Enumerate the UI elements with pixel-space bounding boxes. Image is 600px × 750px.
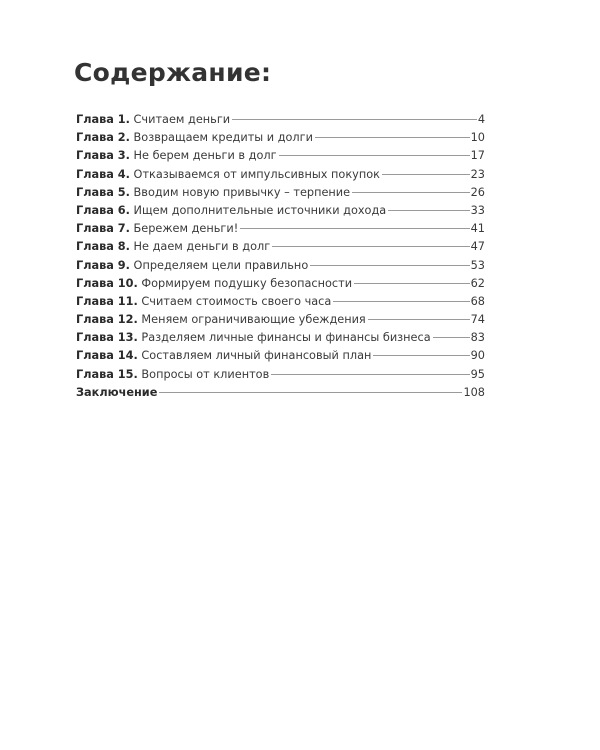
toc-entry-8 [76, 238, 485, 256]
toc-chapter-title: Составляем личный финансовый план [141, 349, 372, 363]
toc-leader-line [240, 228, 469, 229]
toc-entry-4 [76, 166, 485, 184]
toc-entry-15 [76, 366, 485, 384]
toc-entry-11 [76, 293, 485, 311]
toc-leader-line [354, 283, 470, 284]
toc-conclusion-title: Заключение [76, 385, 158, 399]
toc-chapter-title: Определяем цели правильно [133, 258, 309, 272]
toc-leader-line [310, 265, 469, 266]
toc-leader-line [232, 119, 477, 120]
toc-page-number: 95 [470, 367, 485, 381]
toc-entry-5 [76, 184, 485, 202]
toc-page-number: 62 [470, 276, 485, 290]
toc-leader-line [333, 301, 469, 302]
toc-chapter-title: Бережем деньги! [133, 222, 239, 236]
toc-chapter-number: Глава 9. [76, 258, 130, 272]
table-of-contents [76, 111, 485, 402]
toc-page-number: 53 [470, 258, 485, 272]
toc-entry-12 [76, 311, 485, 329]
toc-chapter-number: Глава 11. [76, 294, 138, 308]
toc-page-number: 68 [470, 294, 485, 308]
toc-chapter-title: Считаем деньги [133, 113, 231, 126]
toc-leader-line [271, 374, 469, 375]
toc-chapter-number: Глава 5. [76, 185, 130, 199]
toc-chapter-title: Ищем дополнительные источники дохода [133, 203, 387, 217]
toc-leader-line [272, 246, 469, 247]
toc-entry-9 [76, 257, 485, 275]
toc-chapter-title: Разделяем личные финансы и финансы бизнеса [141, 331, 431, 345]
toc-page-number: 17 [470, 149, 485, 163]
toc-page-number: 47 [470, 240, 485, 254]
toc-chapter-title: Вопросы от клиентов [141, 367, 270, 381]
toc-chapter-number: Глава 12. [76, 313, 138, 327]
toc-entry-1 [76, 111, 485, 129]
toc-chapter-number: Глава 1. [76, 113, 130, 126]
toc-chapter-number: Глава 8. [76, 240, 130, 254]
toc-chapter-number: Глава 15. [76, 367, 138, 381]
toc-entry-10 [76, 275, 485, 293]
toc-leader-line [433, 337, 470, 338]
toc-chapter-number: Глава 14. [76, 349, 138, 363]
toc-leader-line [159, 392, 462, 393]
toc-chapter-number: Глава 13. [76, 331, 138, 345]
toc-chapter-title: Вводим новую привычку – терпение [133, 185, 351, 199]
toc-entry-3 [76, 147, 485, 165]
toc-leader-line [373, 355, 469, 356]
toc-leader-line [279, 155, 470, 156]
toc-page-number: 33 [470, 203, 485, 217]
toc-page-number: 4 [477, 113, 485, 126]
toc-chapter-number: Глава 4. [76, 167, 130, 181]
toc-chapter-title: Формируем подушку безопасности [141, 276, 353, 290]
toc-page-number: 26 [470, 185, 485, 199]
toc-entry-14 [76, 347, 485, 365]
toc-chapter-title: Отказываемся от импульсивных покупок [133, 167, 380, 181]
toc-page-number: 23 [470, 167, 485, 181]
toc-leader-line [315, 137, 470, 138]
toc-chapter-number: Глава 7. [76, 222, 130, 236]
toc-entry-7 [76, 220, 485, 238]
toc-entry-13 [76, 329, 485, 347]
toc-leader-line [388, 210, 469, 211]
toc-chapter-title: Не берем деньги в долг [133, 149, 277, 163]
toc-chapter-title: Считаем стоимость своего часа [141, 294, 332, 308]
toc-page-number: 10 [470, 131, 485, 145]
toc-chapter-title: Возвращаем кредиты и долги [133, 131, 313, 145]
toc-entry-2 [76, 129, 485, 147]
toc-leader-line [368, 319, 470, 320]
toc-page-number: 90 [470, 349, 485, 363]
page-title: Содержание: [74, 58, 272, 87]
toc-chapter-number: Глава 2. [76, 131, 130, 145]
toc-entry-conclusion [76, 384, 485, 402]
toc-leader-line [352, 192, 470, 193]
toc-page-number: 83 [470, 331, 485, 345]
toc-chapter-title: Не даем деньги в долг [133, 240, 271, 254]
toc-chapter-title: Меняем ограничивающие убеждения [141, 313, 366, 327]
toc-chapter-number: Глава 6. [76, 203, 130, 217]
toc-entry-6 [76, 202, 485, 220]
toc-page-number: 108 [463, 385, 485, 399]
toc-leader-line [382, 174, 470, 175]
toc-page-number: 41 [470, 222, 485, 236]
toc-chapter-number: Глава 10. [76, 276, 138, 290]
toc-chapter-number: Глава 3. [76, 149, 130, 163]
toc-page-number: 74 [470, 313, 485, 327]
